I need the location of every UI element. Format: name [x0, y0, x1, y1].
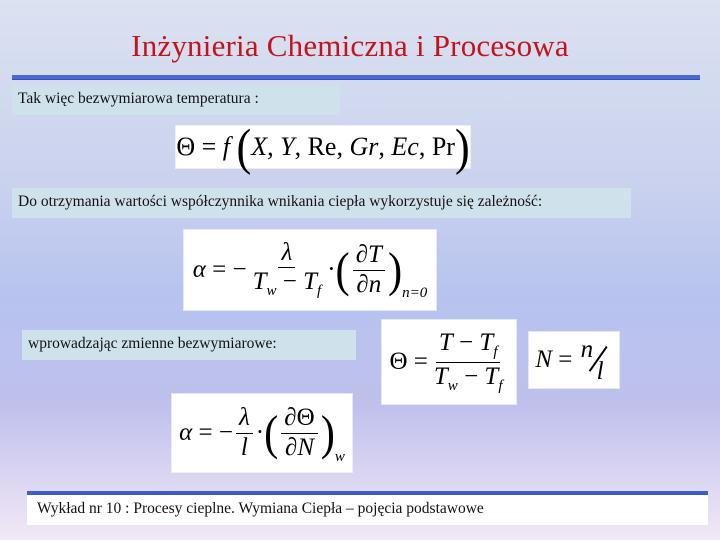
formula-alpha-dimensionless: α = − $\frac{\lambda}{l}$ · ( $\frac{\partial\Theta}{\partial N}$ ) $_w$	[172, 394, 352, 472]
footer-lecture-info: Wykład nr 10 : Procesy cieplne. Wymiana Ciepła – pojęcia podstawowe	[27, 495, 708, 525]
formula-n-definition: N = n l	[529, 332, 619, 388]
text-dimensionless-variables: wprowadzając zmienne bezwymiarowe:	[22, 330, 356, 360]
formula-theta-function: Θ = f ( X , Y , Re, Gr , Ec , Pr )	[176, 118, 470, 176]
text-dimensionless-temperature: Tak więc bezwymiarowa temperatura :	[12, 85, 340, 115]
title-underline	[12, 75, 700, 79]
text-heat-transfer-coefficient: Do otrzymania wartości współczynnika wnikania ciepła wykorzystuje się zależność:	[12, 188, 631, 218]
formula-alpha: α = − $\frac{\lambda}{T_w - T_f}$ · ( $\frac{\partial T}{\partial n}$ ) $_{n=0}$	[184, 230, 436, 310]
slide-title: Inżynieria Chemiczna i Procesowa	[131, 28, 569, 63]
formula-theta-definition: Θ = $\frac{T - T_f}{T_w - T_f}$	[382, 320, 516, 404]
